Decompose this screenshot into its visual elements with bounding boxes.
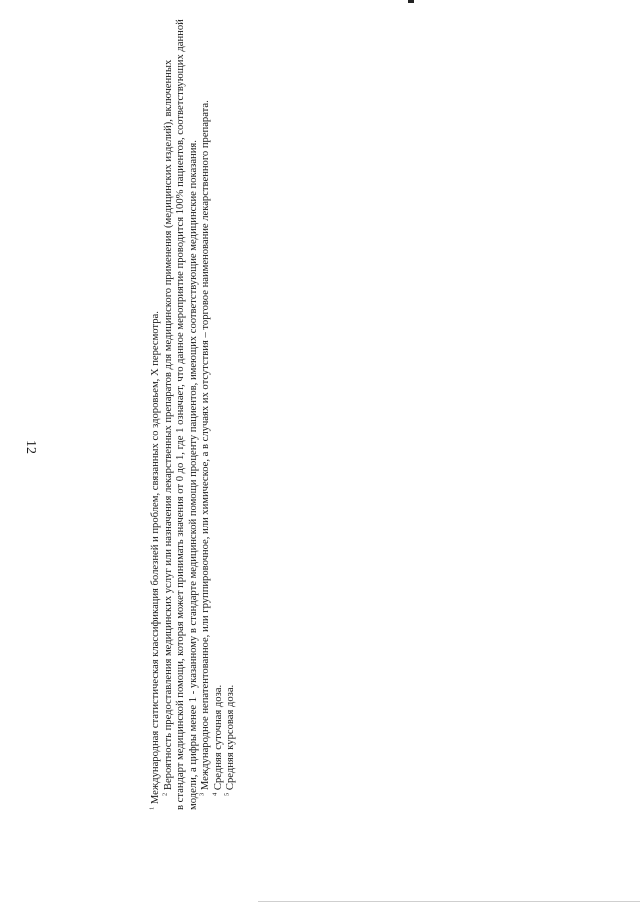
scan-artifact-mark [408,0,414,3]
footnote-text: Средняя суточная доза. [212,684,224,791]
footnote-1 [150,30,163,810]
footnote-text: в стандарт медицинской помощи, которая может принимать значения от 0 до 1, где 1 означает, что данное мероприятие проводится 100% пациентов, соответствующих данной [175,19,186,810]
footnote-text: Вероятность предоставления медицинских услуг или назначения лекарственных препаратов для медицинского применения (медицинских изделий), включенных [162,59,174,791]
footnotes-block [148,19,238,810]
footnote-2-continuation [188,30,201,810]
footnote-mark: 4 [210,792,218,796]
footnote-text: Международное непатентованное, или группировочное, или химическое, а в случаях их отсутствия – торговое наименование лекарственного препарата. [200,100,211,791]
footnote-3 [200,30,213,810]
footnote-text: модели, а цифры менее 1 - указанному в стандарте медицинской помощи проценту пациентов, имеющих соответствующие медицинские показания. [187,140,199,810]
footnote-2 [160,30,176,810]
footnote-mark: 3 [198,792,206,796]
footnote-text: Средняя курсовая доза. [225,684,236,791]
footnote-2-continuation [175,19,188,810]
page-number: 12 [23,440,38,454]
scan-edge-line [258,901,640,902]
footnote-mark: 2 [160,792,168,796]
footnote-mark: 5 [223,792,231,796]
footnote-4 [210,30,226,810]
footnote-mark: 1 [148,806,156,810]
footnote-5 [225,30,238,810]
footnote-text: Международная статистическая классификация болезней и проблем, связанных со здоровьем, X пересмотра. [150,311,161,805]
